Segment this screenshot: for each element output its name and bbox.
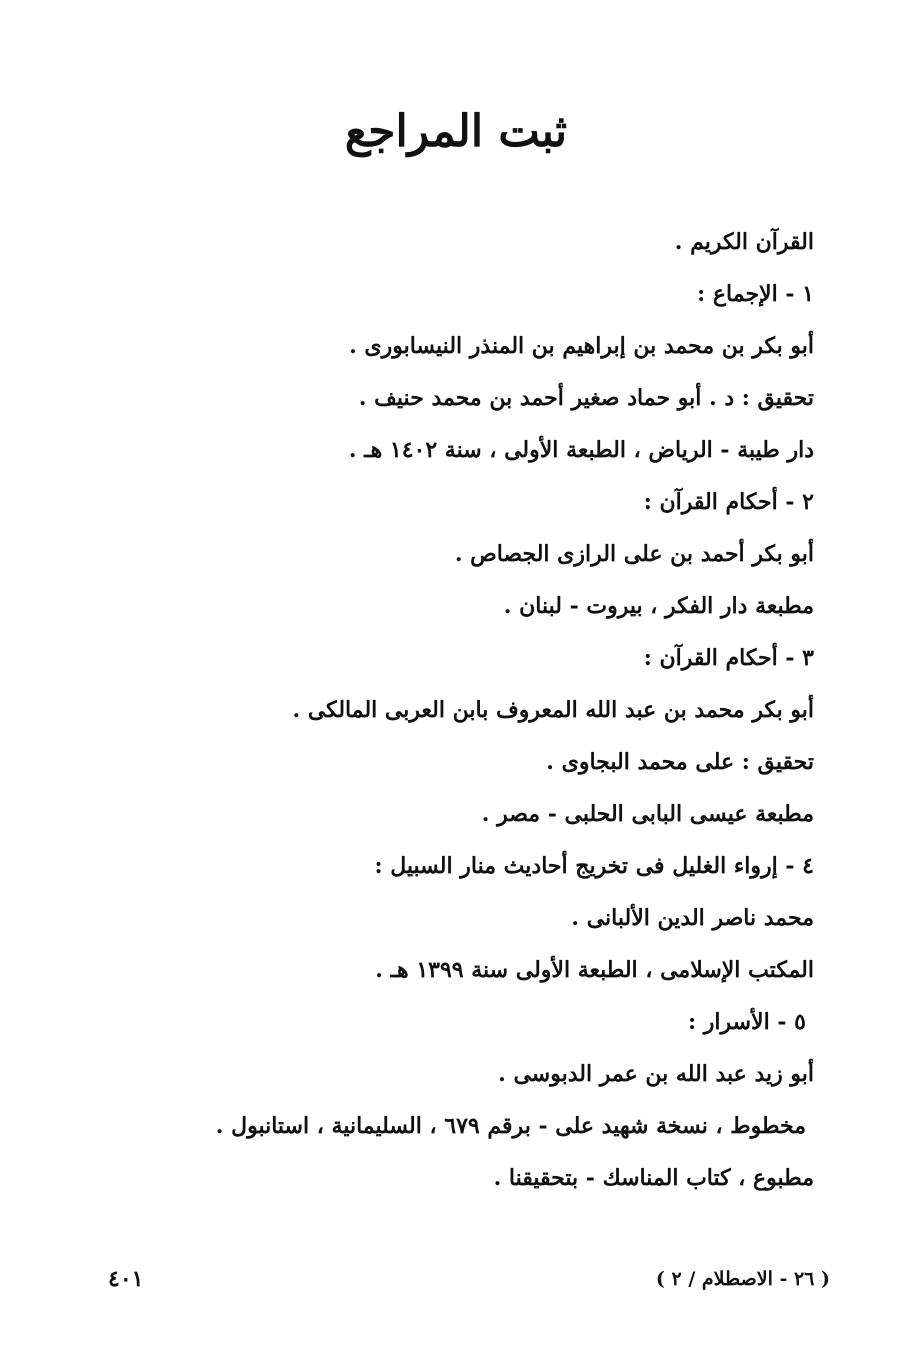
reference-heading: ٢ - أحكام القرآن : xyxy=(643,489,814,515)
reference-line: أبو زيد عبد الله بن عمر الدبوسى . xyxy=(498,1061,814,1087)
reference-line: تحقيق : على محمد البجاوى . xyxy=(546,749,814,775)
reference-heading: ٥ - الأسرار : xyxy=(687,1009,806,1035)
reference-line: أبو بكر أحمد بن على الرازى الجصاص . xyxy=(454,541,814,567)
reference-line: مخطوط ، نسخة شهيد على - برقم ٦٧٩ ، السليمانية ، استانبول . xyxy=(215,1113,806,1139)
reference-line: تحقيق : د . أبو حماد صغير أحمد بن محمد حنيف . xyxy=(358,385,814,411)
reference-line: القرآن الكريم . xyxy=(674,229,814,255)
reference-line: مطبعة دار الفكر ، بيروت - لبنان . xyxy=(503,593,814,619)
reference-line: أبو بكر محمد بن عبد الله المعروف بابن العربى المالكى . xyxy=(292,697,814,723)
page-title: ثبت المراجع xyxy=(344,106,568,157)
reference-line: محمد ناصر الدين الألبانى . xyxy=(571,905,814,931)
references-list xyxy=(74,222,814,1210)
reference-heading: ٣ - أحكام القرآن : xyxy=(643,645,814,671)
reference-line: مطبعة عيسى البابى الحلبى - مصر . xyxy=(481,801,814,827)
reference-heading: ١ - الإجماع : xyxy=(697,281,814,307)
signature-mark: ( ٢٦ - الاصطلام / ٢ ) xyxy=(655,1268,830,1290)
reference-line: دار طيبة - الرياض ، الطبعة الأولى ، سنة ١٤٠٢ هـ . xyxy=(348,437,814,463)
reference-heading: ٤ - إرواء الغليل فى تخريج أحاديث منار السبيل : xyxy=(374,853,814,879)
reference-line: مطبوع ، كتاب المناسك - بتحقيقنا . xyxy=(493,1165,814,1191)
page-number: ٤٠١ xyxy=(108,1266,144,1292)
reference-line: المكتب الإسلامى ، الطبعة الأولى سنة ١٣٩٩ هـ . xyxy=(375,957,814,983)
reference-line: أبو بكر بن محمد بن إبراهيم بن المنذر النيسابورى . xyxy=(349,333,814,359)
